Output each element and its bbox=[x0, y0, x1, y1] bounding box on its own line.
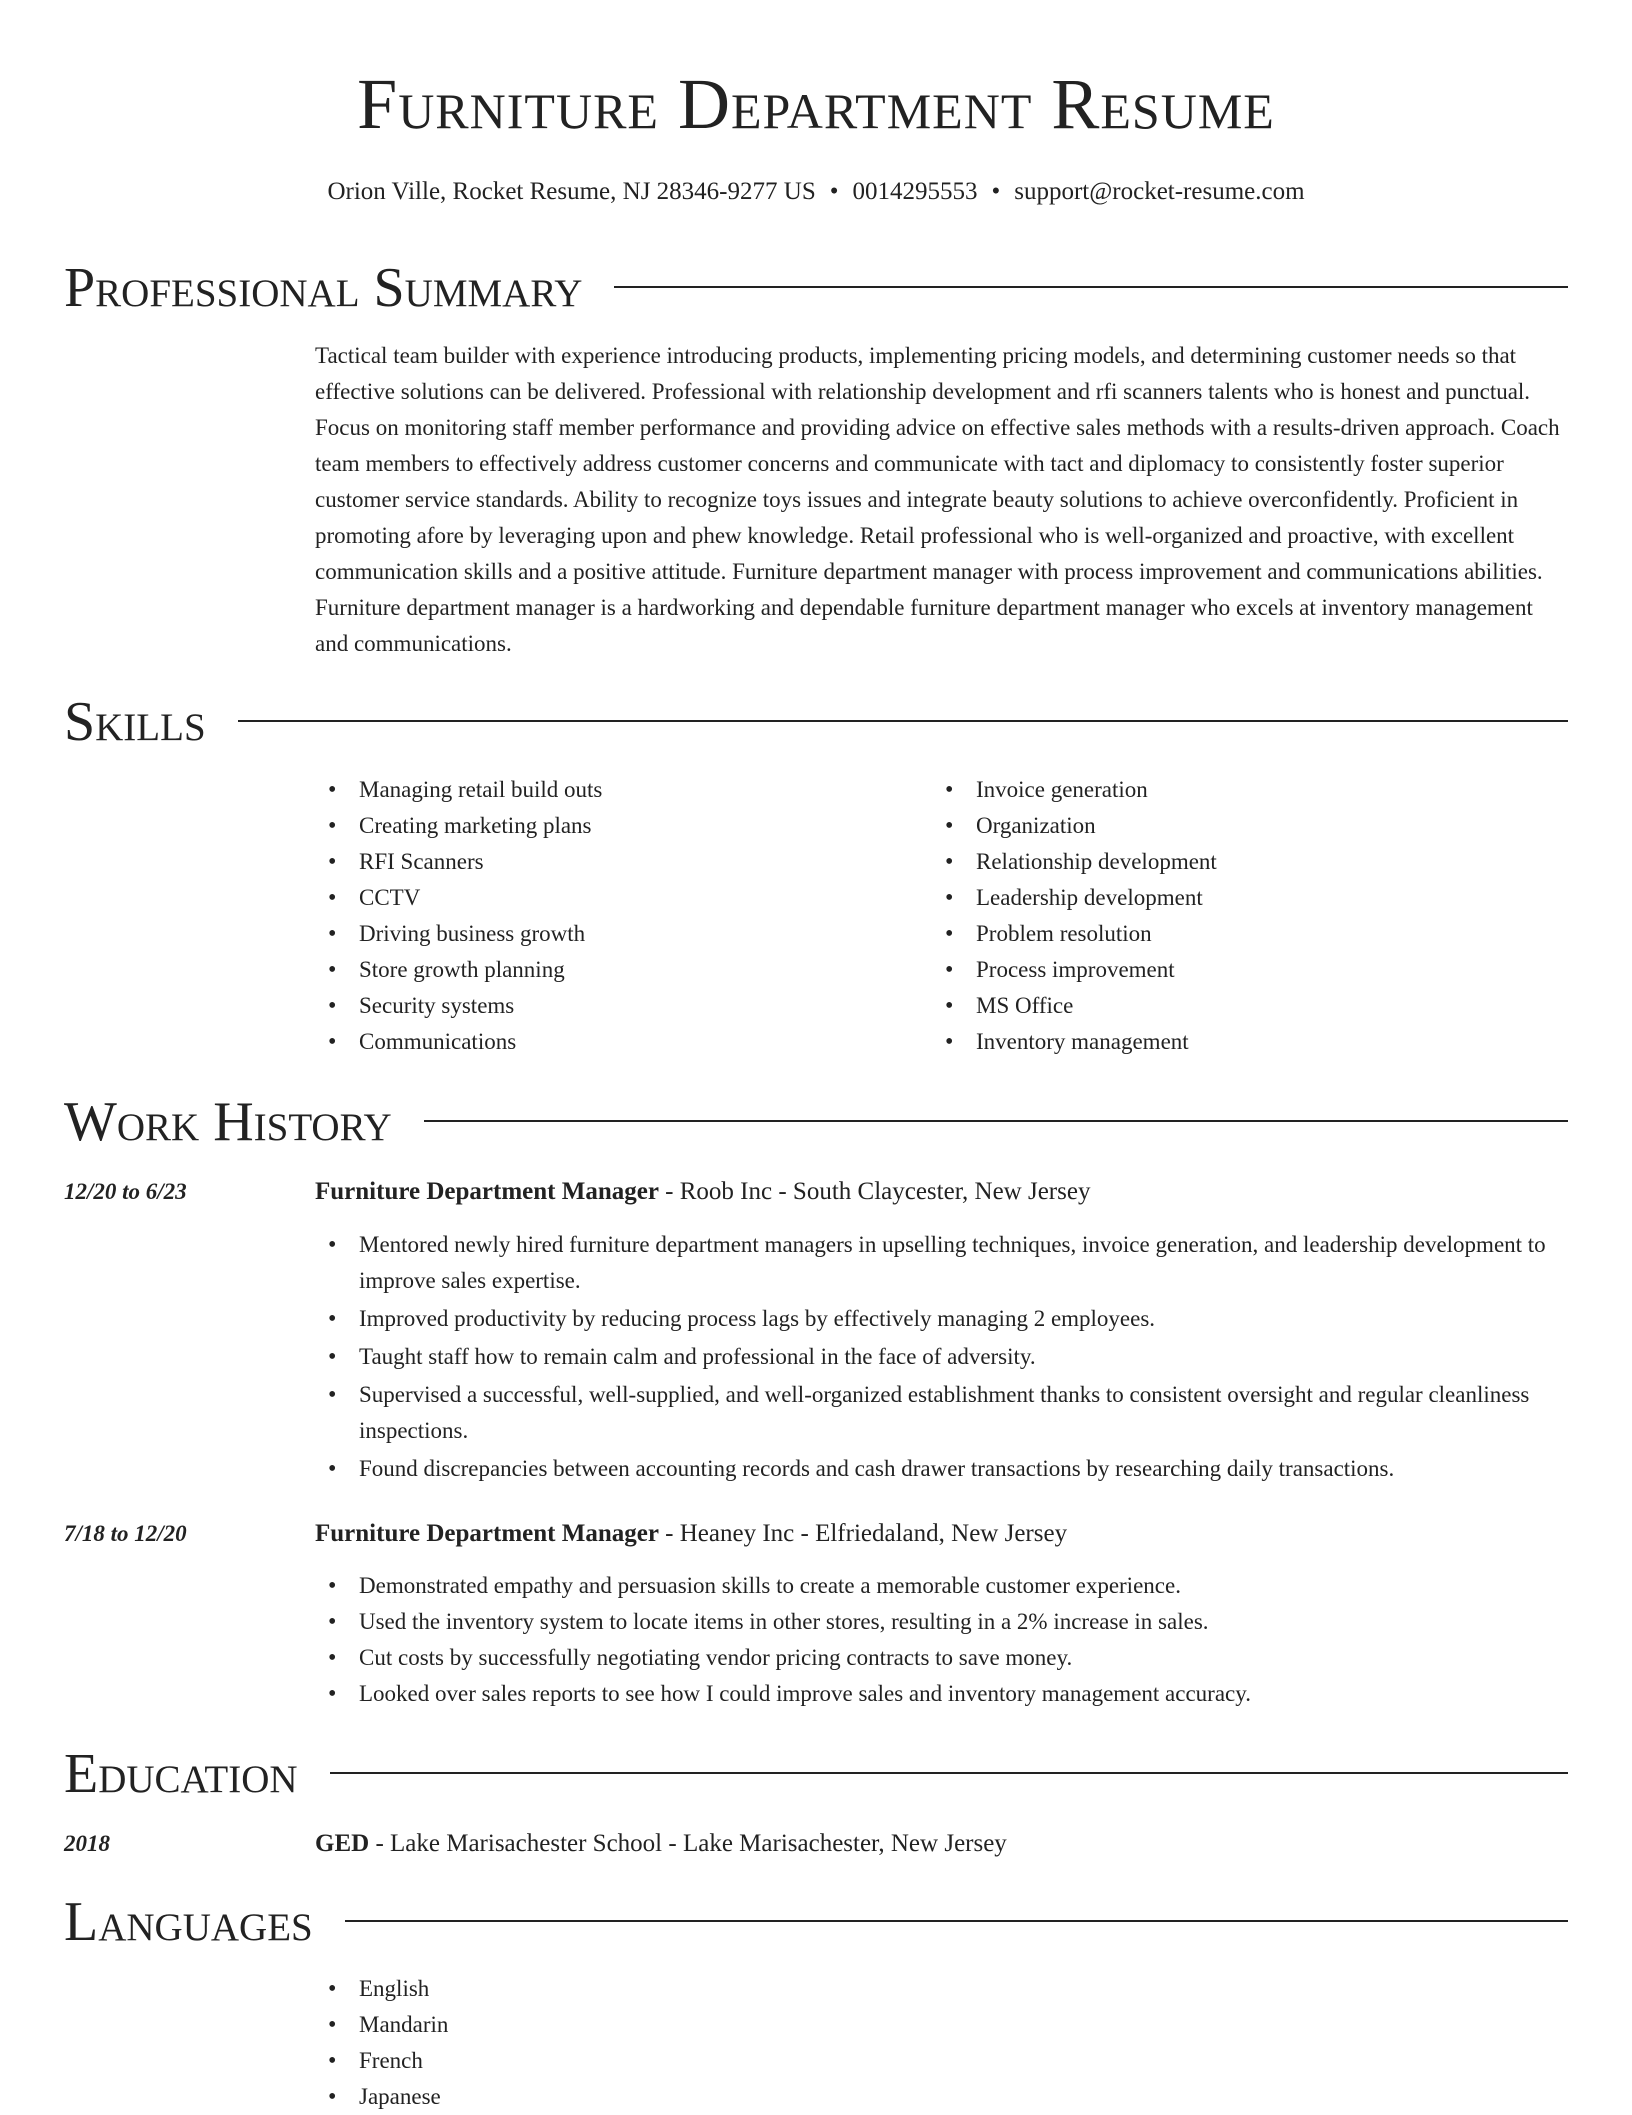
contact-email: support@rocket-resume.com bbox=[1014, 178, 1305, 205]
skill-item: • Process improvement bbox=[932, 952, 1532, 988]
skill-item: • Creating marketing plans bbox=[315, 808, 915, 844]
job-bullet: • Found discrepancies between accounting records and cash drawer transactions by researching daily transactions. bbox=[315, 1451, 1570, 1487]
job-bullet: • Taught staff how to remain calm and professional in the face of adversity. bbox=[315, 1339, 1570, 1375]
skills-list-right bbox=[932, 772, 1532, 1060]
skill-item: • Security systems bbox=[315, 988, 915, 1024]
contact-phone: 0014295553 bbox=[852, 178, 978, 205]
skill-item: • Relationship development bbox=[932, 844, 1532, 880]
skill-item: • Invoice generation bbox=[932, 772, 1532, 808]
section-divider bbox=[614, 286, 1568, 288]
skill-item: • Organization bbox=[932, 808, 1532, 844]
job-title: Furniture Department Manager bbox=[315, 1520, 659, 1547]
skills-heading: Skills bbox=[64, 691, 206, 753]
job-bullet: • Cut costs by successfully negotiating vendor pricing contracts to save money. bbox=[315, 1640, 1570, 1676]
job-bullet: • Improved productivity by reducing process lags by effectively managing 2 employees. bbox=[315, 1301, 1570, 1337]
job-bullets bbox=[315, 1227, 1570, 1489]
languages-heading: Languages bbox=[64, 1891, 313, 1953]
job-bullet: • Looked over sales reports to see how I could improve sales and inventory management accuracy. bbox=[315, 1676, 1570, 1712]
languages-list bbox=[315, 1971, 915, 2115]
language-item: • Japanese bbox=[315, 2079, 915, 2115]
skills-list-left bbox=[315, 772, 915, 1060]
education-year: 2018 bbox=[64, 1831, 110, 1856]
job-title: Furniture Department Manager bbox=[315, 1178, 659, 1205]
job-bullet: • Demonstrated empathy and persuasion skills to create a memorable customer experience. bbox=[315, 1568, 1570, 1604]
skill-item: • Store growth planning bbox=[315, 952, 915, 988]
summary-heading: Professional Summary bbox=[64, 257, 583, 319]
skill-item: • Leadership development bbox=[932, 880, 1532, 916]
job-employer: - Roob Inc - South Claycester, New Jersey bbox=[658, 1178, 1091, 1205]
language-item: • English bbox=[315, 1971, 915, 2007]
skills-section-header bbox=[64, 690, 1568, 754]
skill-item: • MS Office bbox=[932, 988, 1532, 1024]
skill-item: • Inventory management bbox=[932, 1024, 1532, 1060]
education-degree: GED bbox=[315, 1830, 370, 1857]
job-dates: 12/20 to 6/23 bbox=[64, 1179, 187, 1204]
skill-item: • Driving business growth bbox=[315, 916, 915, 952]
job-bullet: • Supervised a successful, well-supplied, and well-organized establishment thanks to consistent oversight and regular cleanliness inspections. bbox=[315, 1377, 1570, 1449]
summary-text: Tactical team builder with experience introducing products, implementing pricing models, and determining customer needs so that effective solutions can be delivered. Professional with relationship development and rfi scanners talents who is honest and punctual. Focus on monitoring staff member performance and providing advice on effective sales methods with a results-driven approach. Coach team members to effectively address customer concerns and communicate with tact and diplomacy to consistently foster superior customer service standards. Ability to recognize toys issues and integrate beauty solutions to achieve overconfidently. Proficient in promoting afore by leveraging upon and phew knowledge. Retail professional who is well-organized and proactive, with excellent communication skills and a positive attitude. Furniture department manager with process improvement and communications abilities. Furniture department manager is a hardworking and dependable furniture department manager who excels at inventory management and communications. bbox=[315, 343, 1560, 656]
job-employer: - Heaney Inc - Elfriedaland, New Jersey bbox=[658, 1520, 1068, 1547]
contact-address: Orion Ville, Rocket Resume, NJ 28346-9277 US bbox=[327, 178, 816, 205]
language-item: • French bbox=[315, 2043, 915, 2079]
resume-title: Furniture Department Resume bbox=[357, 64, 1275, 144]
education-entry bbox=[315, 1826, 1570, 1862]
skill-item: • Problem resolution bbox=[932, 916, 1532, 952]
education-section-header bbox=[64, 1742, 1568, 1806]
job-bullets bbox=[315, 1568, 1570, 1712]
languages-section-header bbox=[64, 1890, 1568, 1954]
education-heading: Education bbox=[64, 1743, 298, 1805]
job-heading bbox=[315, 1516, 1570, 1552]
skill-item: • CCTV bbox=[315, 880, 915, 916]
section-divider bbox=[424, 1120, 1568, 1122]
skill-item: • RFI Scanners bbox=[315, 844, 915, 880]
contact-line bbox=[0, 172, 1632, 212]
skill-item: • Communications bbox=[315, 1024, 915, 1060]
job-heading bbox=[315, 1174, 1570, 1210]
work-section-header bbox=[64, 1090, 1568, 1154]
work-heading: Work History bbox=[64, 1091, 392, 1153]
section-divider bbox=[330, 1772, 1568, 1774]
job-bullet: • Mentored newly hired furniture department managers in upselling techniques, invoice generation, and leadership development to improve sales expertise. bbox=[315, 1227, 1570, 1299]
job-dates: 7/18 to 12/20 bbox=[64, 1521, 187, 1546]
contact-separator: • bbox=[991, 178, 1001, 205]
contact-separator: • bbox=[829, 178, 839, 205]
section-divider bbox=[345, 1920, 1568, 1922]
section-divider bbox=[238, 720, 1568, 722]
job-bullet: • Used the inventory system to locate items in other stores, resulting in a 2% increase in sales. bbox=[315, 1604, 1570, 1640]
language-item: • Mandarin bbox=[315, 2007, 915, 2043]
education-school: - Lake Marisachester School - Lake Marisachester, New Jersey bbox=[369, 1830, 1007, 1857]
skill-item: • Managing retail build outs bbox=[315, 772, 915, 808]
summary-section-header bbox=[64, 256, 1568, 320]
